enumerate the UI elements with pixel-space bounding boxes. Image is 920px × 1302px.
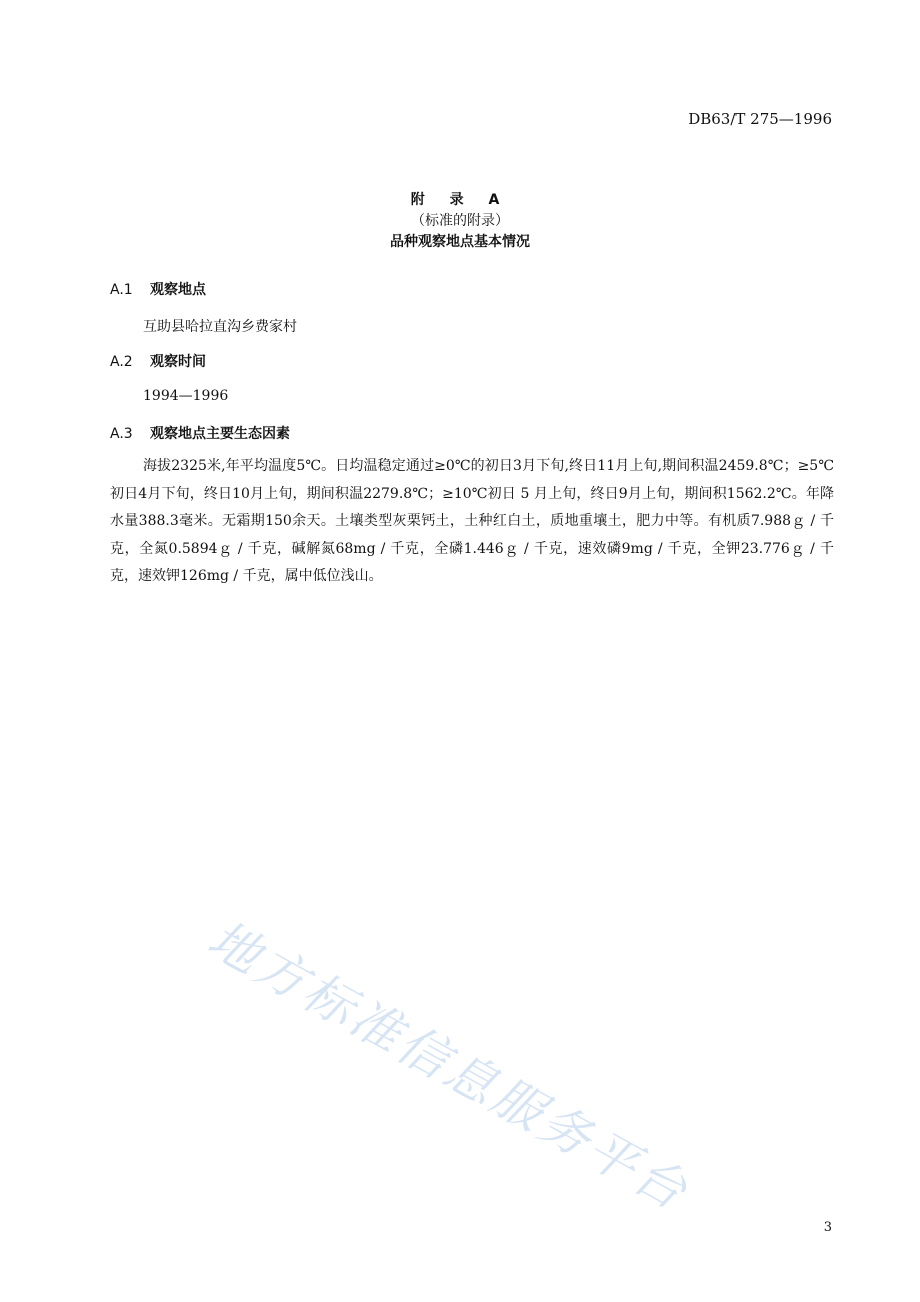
section-title: 观察地点主要生态因素 [150,426,290,442]
watermark: 地方标准信息服务平台 [198,909,699,1223]
section-heading-a2 [110,351,206,371]
section-number: A.2 [110,354,133,370]
section-body-a2: 1994—1996 [143,388,229,404]
section-heading-a1 [110,279,206,299]
document-code: DB63/T 275—1996 [688,110,832,128]
appendix-heading: 品种观察地点基本情况 [390,234,530,250]
section-body-a1: 互助县哈拉直沟乡费家村 [143,319,297,335]
page-number: 3 [823,1220,832,1235]
section-heading-a3 [110,423,290,443]
appendix-title-block [0,190,920,253]
section-title: 观察时间 [150,354,206,370]
appendix-title: 附 录 A [410,192,510,208]
section-number: A.3 [110,426,133,442]
appendix-subtitle: （标准的附录） [411,213,509,229]
section-number: A.1 [110,282,133,298]
section-body-a3: 海拔2325米,年平均温度5℃。日均温稳定通过≥0℃的初日3月下旬,终日11月上旬,期间积温2459.8℃；≥5℃初日4月下旬，终日10月上旬，期间积温2279.8℃；≥10℃初日 5 月上旬，终日9月上旬，期间积1562.2℃。年降水量388.3毫米。无霜期150余天。土壤类型灰栗钙土，土种红白土，质地重壤土，肥力中等。有机质7.988ｇ / 千克，全氮0.5894ｇ / 千克，碱解氮68mg / 千克，全磷1.446ｇ / 千克，速效磷9mg / 千克，全钾23.776ｇ / 千克，速效钾126mg / 千克，属中低位浅山。 [110,458,834,584]
section-title: 观察地点 [150,282,206,298]
